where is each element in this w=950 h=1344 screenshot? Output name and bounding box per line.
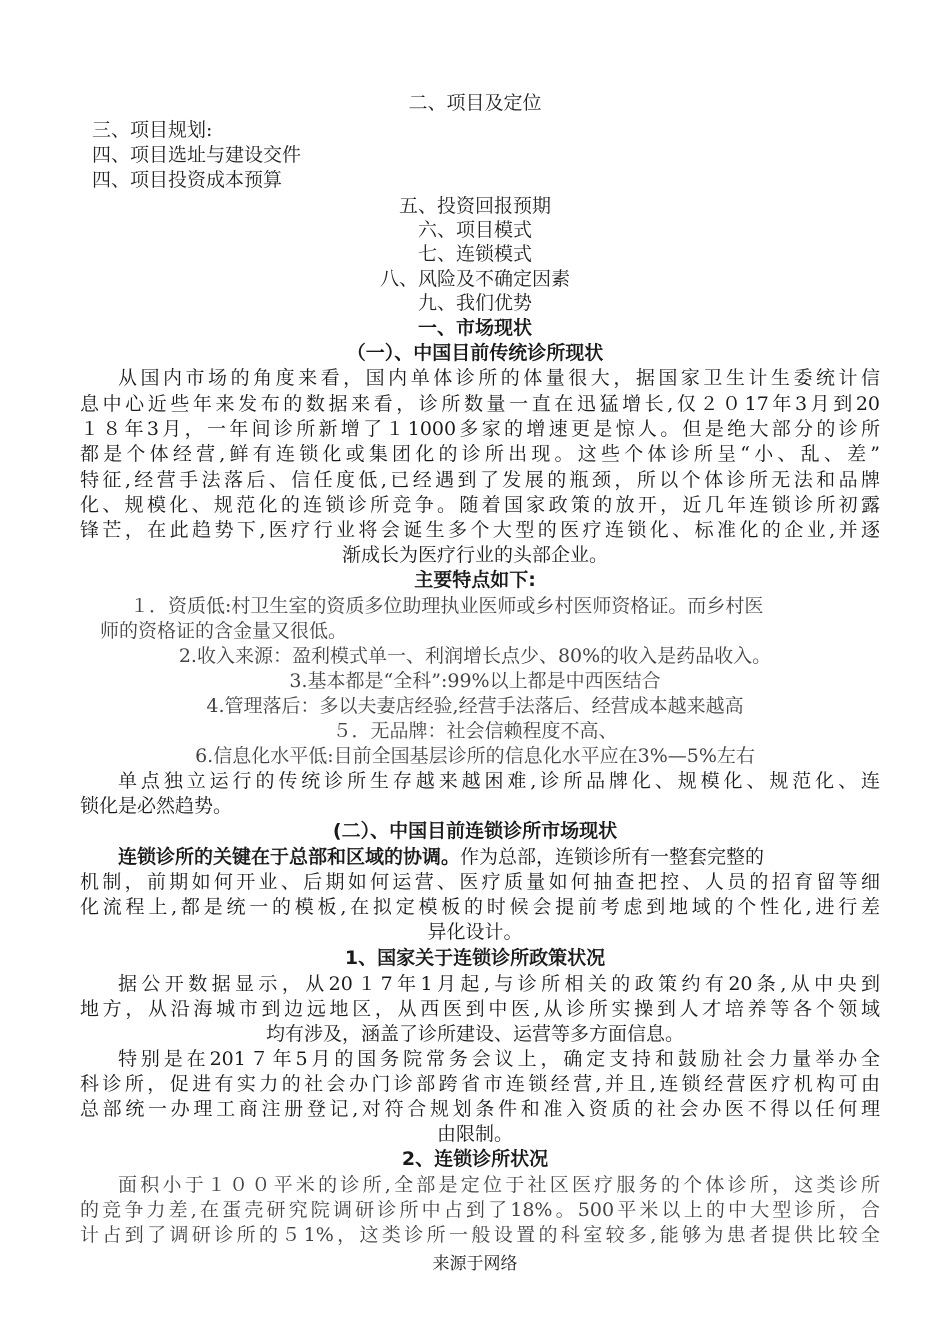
paragraph-line: 计占到了调研诊所的５1%，这类诊所一般设置的科室较多,能够为患者提供比较全 — [80, 1224, 880, 1246]
paragraph-line: 渐成长为医疗行业的头部企业。 — [341, 544, 608, 566]
paragraph-line: 都是个体经营,鲜有连锁化或集团化的诊所出现。这些个体诊所呈“小、乱、差” — [80, 443, 880, 465]
section-heading: 一、市场现状 — [417, 317, 532, 339]
toc-item: 二、项目及定位 — [408, 92, 542, 114]
toc-item: 九、我们优势 — [417, 292, 532, 314]
paragraph-line: 机制，前期如何开业、后期如何运营、医疗质量如何抽查把控、人员的招育留等细 — [80, 871, 880, 893]
paragraph-line: 息中心近些年来发布的数据来看，诊所数量一直在迅猛增长,仅２０17年3月到20 — [80, 393, 880, 415]
paragraph-line: 均有涉及，涵盖了诊所建设、运营等多方面信息。 — [265, 1023, 684, 1045]
toc-item: 七、连锁模式 — [417, 243, 532, 265]
page-footer: 来源于网络 — [432, 1254, 518, 1274]
feature-item: １．资质低:村卫生室的资质多位助理执业医师或乡村医师资格证。而乡村医 — [130, 595, 764, 617]
paragraph-line: 面积小于１００平米的诊所,全部是定位于社区医疗服务的个体诊所，这类诊所 — [118, 1174, 880, 1196]
paragraph-line: １８年3月，一年间诊所新增了１1000多家的增速更是惊人。但是绝大部分的诊所 — [80, 418, 880, 440]
paragraph-line: 锋芒，在此趋势下,医疗行业将会诞生多个大型的医疗连锁化、标准化的企业,并逐 — [80, 519, 880, 541]
features-heading: 主要特点如下: — [414, 569, 536, 591]
toc-item: 五、投资回报预期 — [398, 195, 551, 217]
paragraph-line: 异化设计。 — [427, 921, 523, 943]
subsection-heading: 2、连锁诊所状况 — [401, 1148, 549, 1170]
paragraph-line: 的竞争力差,在蛋壳研究院调研诊所中占到了18%。500平米以上的中大型诊所，合 — [80, 1199, 880, 1221]
paragraph-line: 由限制。 — [436, 1123, 513, 1145]
toc-item: 四、项目投资成本预算 — [92, 169, 283, 191]
feature-item: 6.信息化水平低:目前全国基层诊所的信息化水平应在3%—5%左右 — [195, 745, 755, 767]
toc-item: 八、风险及不确定因素 — [379, 268, 570, 290]
paragraph-line — [0, 845, 950, 870]
paragraph-line: 特征,经营手法落后、信任度低,已经遇到了发展的瓶颈，所以个体诊所无法和品牌 — [80, 469, 880, 491]
subsection-heading: (二）、中国目前连锁诊所市场现状 — [332, 820, 618, 842]
paragraph-line: 总部统一办理工商注册登记,对符合规划条件和准入资质的社会办医不得以任何理 — [80, 1098, 880, 1120]
paragraph-line: 单点独立运行的传统诊所生存越来越困难,诊所品牌化、规模化、规范化、连 — [118, 770, 880, 792]
lead-text: 作为总部，连锁诊所有一整套完整的 — [460, 846, 765, 868]
paragraph-line: 科诊所，促进有实力的社会办门诊部跨省市连锁经营,并且,连锁经营医疗机构可由 — [80, 1073, 880, 1095]
feature-item: 3.基本都是“全科”:99%以上都是中西医结合 — [289, 670, 661, 692]
toc-item: 四、项目选址与建设交件 — [92, 144, 302, 166]
paragraph-line: 据公开数据显示，从20１7年1月起,与诊所相关的政策约有20条,从中央到 — [118, 973, 880, 995]
paragraph-line: 化流程上,都是统一的模板,在拟定模板的时候会提前考虑到地域的个性化,进行差 — [80, 896, 880, 918]
subsection-heading: 1、国家关于连锁诊所政策状况 — [344, 947, 606, 969]
subsection-heading: （一）、中国目前传统诊所现状 — [346, 342, 604, 364]
paragraph-line: 化、规模化、规范化的连锁诊所竞争。随着国家政策的放开，近几年连锁诊所初露 — [80, 494, 880, 516]
toc-item: 六、项目模式 — [417, 219, 532, 241]
feature-item: 2.收入来源：盈利模式单一、利润增长点少、80%的收入是药品收入。 — [178, 645, 772, 667]
lead-bold-text: 连锁诊所的关键在于总部和区域的协调。 — [118, 846, 461, 868]
paragraph-line: 锁化是必然趋势。 — [80, 795, 233, 817]
paragraph-line: 从国内市场的角度来看，国内单体诊所的体量很大，据国家卫生计生委统计信 — [118, 367, 880, 389]
paragraph-line: 地方，从沿海城市到边远地区，从西医到中医,从诊所实操到人才培养等各个领域 — [80, 998, 880, 1020]
toc-item: 三、项目规划: — [92, 119, 213, 141]
feature-item: 师的资格证的含金量又很低。 — [100, 620, 348, 642]
paragraph-line: 特别是在201７年5月的国务院常务会议上，确定支持和鼓励社会力量举办全 — [118, 1048, 880, 1070]
feature-item: 4.管理落后：多以夫妻店经验,经营手法落后、经营成本越来越高 — [206, 695, 744, 717]
feature-item: ５．无品牌：社会信赖程度不高、 — [332, 720, 618, 742]
